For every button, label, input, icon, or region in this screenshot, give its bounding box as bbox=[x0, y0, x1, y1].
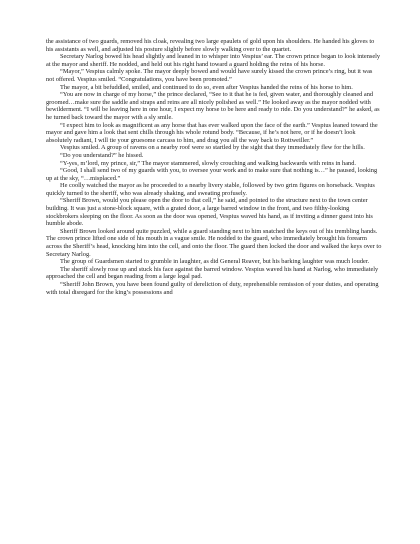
paragraph: The sheriff slowly rose up and stuck his face against the barred window. Vespius waved his hand at Narlog, who immediately approached the cell and began reading from a large legal pad. bbox=[46, 265, 379, 281]
paragraph: Secretary Narlog bowed his head slightly and leaned in to whisper into Vespius’ ear. The crown prince began to look intensely at the mayor and sheriff. He nodded, and held out his right hand toward a guard holding the reins of his horse. bbox=[46, 53, 381, 68]
document-page bbox=[46, 38, 382, 296]
paragraph: Sheriff Brown looked around quite puzzled, while a guard standing next to him snatched the keys out of his trembling hands. The crown prince lifted one side of his mouth in a vague smile. He nodded to the guard, who immediately brought his forearm across the Sheriff’s head, knocking him into the cell, and onto the floor. The guard then locked the door and walked the keys over to Secretary Narlog. bbox=[46, 227, 382, 258]
paragraph: “Do you understand?” he hissed. bbox=[60, 151, 144, 159]
paragraph: He coolly watched the mayor as he proceeded to a nearby livery stable, followed by two grim figures on horseback. Vespius quickly turned to the sheriff, who was already shaking, and sweating profusely. bbox=[46, 182, 375, 197]
paragraph: The mayor, a bit befuddled, smiled, and continued to do so, even after Vespius handed the reins of his horse to him. bbox=[60, 83, 353, 91]
paragraph: “You are now in charge of my horse,” the prince declared, “See to it that he is fed, given water, and thoroughly cleaned and groomed…make sure the saddle and straps and reins are all nicely polished as well.” He looked away as the mayor nodded with bewilderment. “I will be leaving here in one hour, I expect my horse to be here and ready to ride. Do you understand?” he asked, as he turned back toward the mayor with a sly smile. bbox=[46, 91, 380, 121]
paragraph: “Sheriff John Brown, you have been found guilty of dereliction of duty, reprehensible remission of your duties, and operating with total disregard for the king’s possessions and bbox=[46, 281, 379, 296]
paragraph: “Mayor,” Vespius calmly spoke. The mayor deeply bowed and would have surely kissed the crown prince’s ring, but it was not offered. Vespius smiled. “Congratulations, you have been promoted.” bbox=[46, 68, 373, 83]
paragraph: The group of Guardsmen started to grumble in laughter, as did General Reaver, but his barking laughter was much louder. bbox=[60, 258, 370, 266]
paragraph: “Good, I shall send two of my guards with you, to oversee your work and to make sure that nothing is…” he paused, looking up at the sky, “…misplaced.” bbox=[46, 167, 378, 182]
paragraph: Vespius smiled. A group of ravens on a nearby roof were so startled by the sight that they immediately flew for the hills. bbox=[60, 144, 365, 152]
paragraph: “Y-yes, m’lord, my prince, sir,” The mayor stammered, slowly crouching and walking backwards with reins in hand. bbox=[60, 159, 356, 167]
paragraph: “Sheriff Brown, would you please open the door to that cell,” he said, and pointed to the structure next to the town center building. It was just a stone-block square, with a grated door, a large barred window in the front, and two filthy-looking stockbrokers sleeping on the floor. As soon as the door was opened, Vespius waved his hand, as if inviting a dinner guest into his humble abode. bbox=[46, 197, 373, 228]
paragraph: “I expect him to look as magnificent as any horse that has ever walked upon the face of the earth.” Vespius leaned toward the mayor and gave him a look that sent chills through his whole rotund body. “Because, if he’s not here, or if he doesn’t look absolutely radiant, I will tie your gruesome carcass to him, and drag you all the way back to Rottweiller.” bbox=[46, 121, 378, 144]
paragraph: the assistance of two guards, removed his cloak, revealing two large epaulets of gold upon his shoulders. He handed his gloves to his assistants as well, and adjusted his posture slightly before slowly walking over to the quartet. bbox=[46, 38, 375, 53]
